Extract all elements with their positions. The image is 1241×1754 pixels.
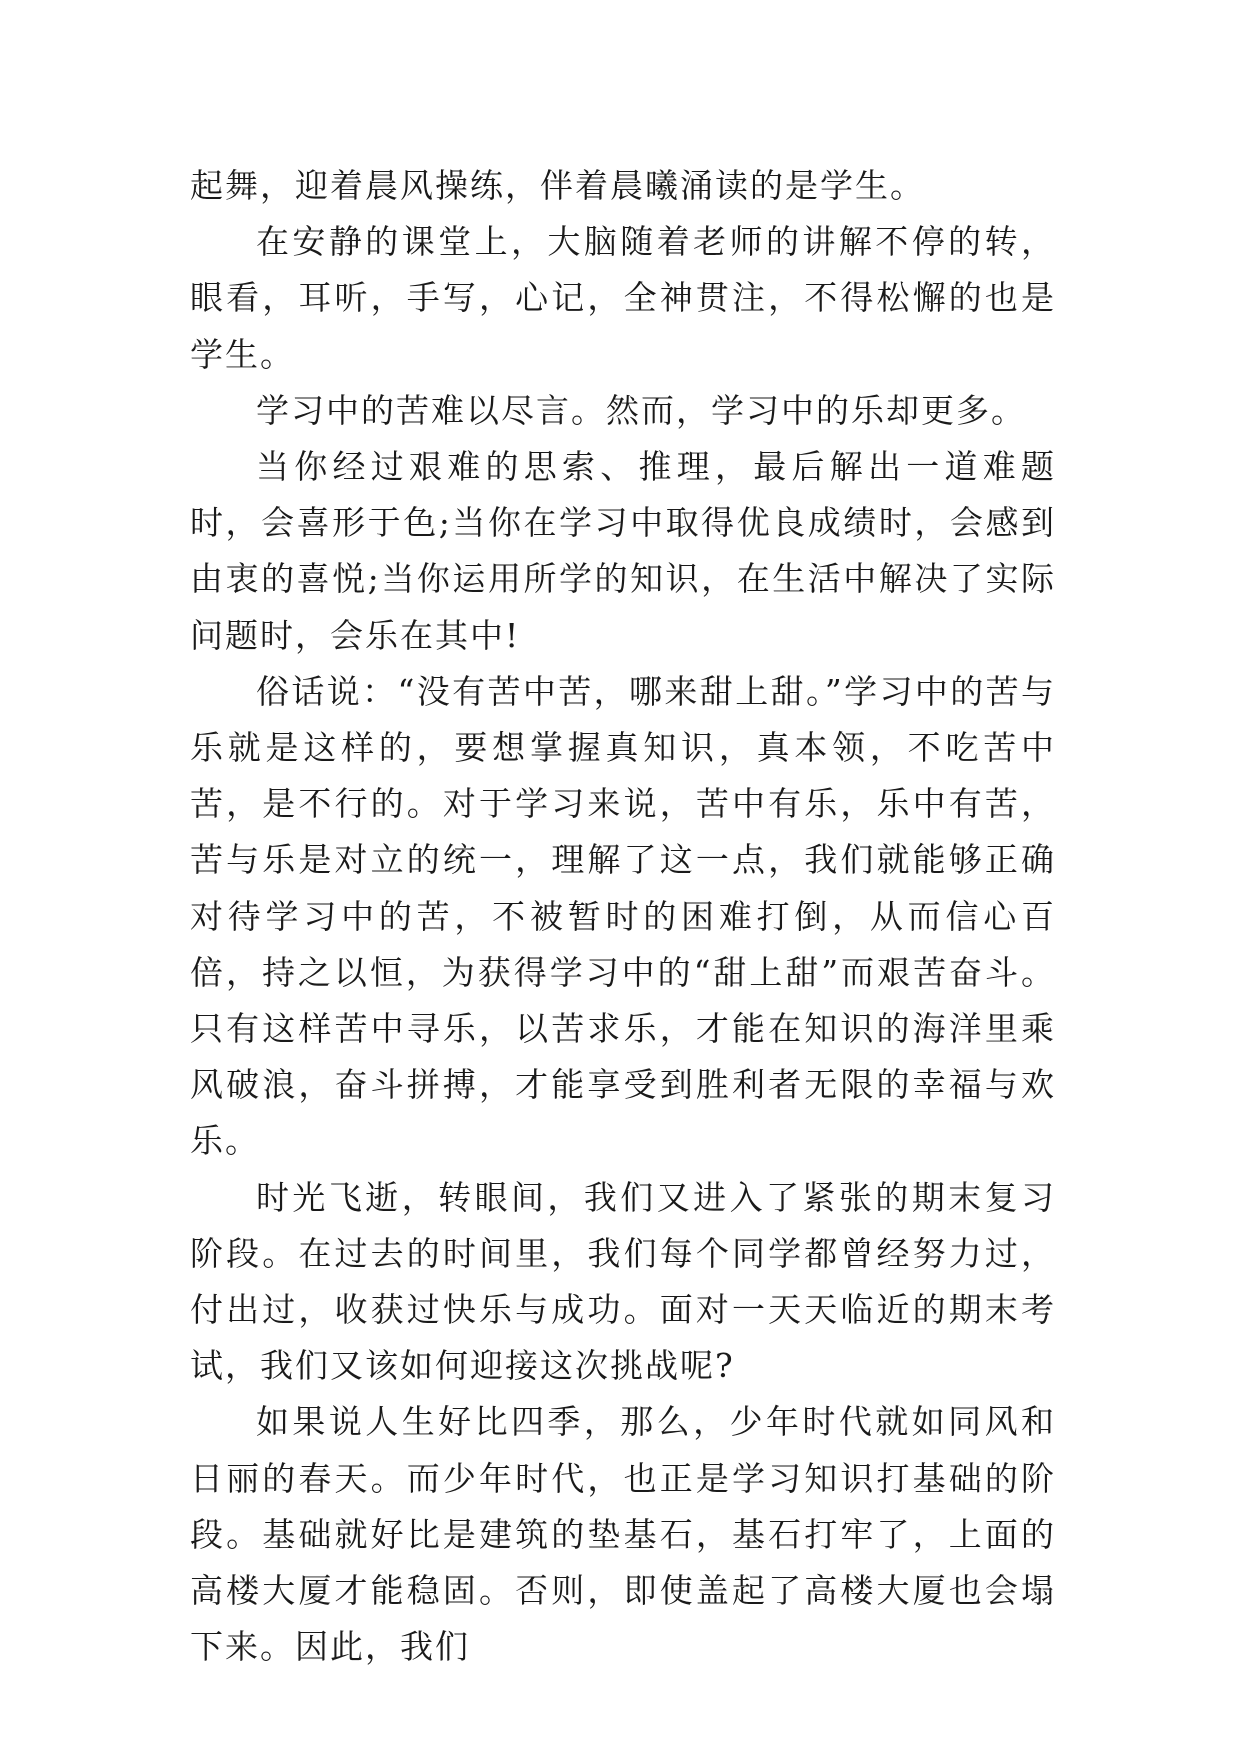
paragraph-6: 时光飞逝，转眼间，我们又进入了紧张的期末复习阶段。在过去的时间里，我们每个同学都曾经努力过，付出过，收获过快乐与成功。面对一天天临近的期末考试，我们又该如何迎接这次挑战呢? (190, 1177, 1056, 1386)
paragraph-5: 俗话说：“没有苦中苦，哪来甜上甜。”学习中的苦与乐就是这样的，要想掌握真知识，真本领，不吃苦中苦，是不行的。对于学习来说，苦中有乐，乐中有苦，苦与乐是对立的统一，理解了这一点，我们就能够正确对待学习中的苦，不被暂时的困难打倒，从而信心百倍，持之以恒，为获得学习中的“甜上甜”而艰苦奋斗。只有这样苦中寻乐，以苦求乐，才能在知识的海洋里乘风破浪，奋斗拼搏，才能享受到胜利者无限的幸福与欢乐。 (190, 671, 1056, 1161)
paragraph-4: 当你经过艰难的思索、推理，最后解出一道难题时，会喜形于色;当你在学习中取得优良成绩时，会感到由衷的喜悦;当你运用所学的知识，在生活中解决了实际问题时，会乐在其中! (190, 447, 1056, 655)
paragraph-7: 如果说人生好比四季，那么，少年时代就如同风和日丽的春天。而少年时代，也正是学习知识打基础的阶段。基础就好比是建筑的垫基石，基石打牢了，上面的高楼大厦才能稳固。否则，即使盖起了高楼大厦也会塌下来。因此，我们 (190, 1402, 1056, 1667)
paragraph-3: 学习中的苦难以尽言。然而，学习中的乐却更多。 (256, 390, 1026, 430)
paragraph-2: 在安静的课堂上，大脑随着老师的讲解不停的转，眼看，耳听，手写，心记，全神贯注，不得松懈的也是学生。 (190, 222, 1056, 374)
paragraph-1: 起舞，迎着晨风操练，伴着晨曦涌读的是学生。 (190, 166, 925, 205)
document-body (190, 158, 1056, 1675)
